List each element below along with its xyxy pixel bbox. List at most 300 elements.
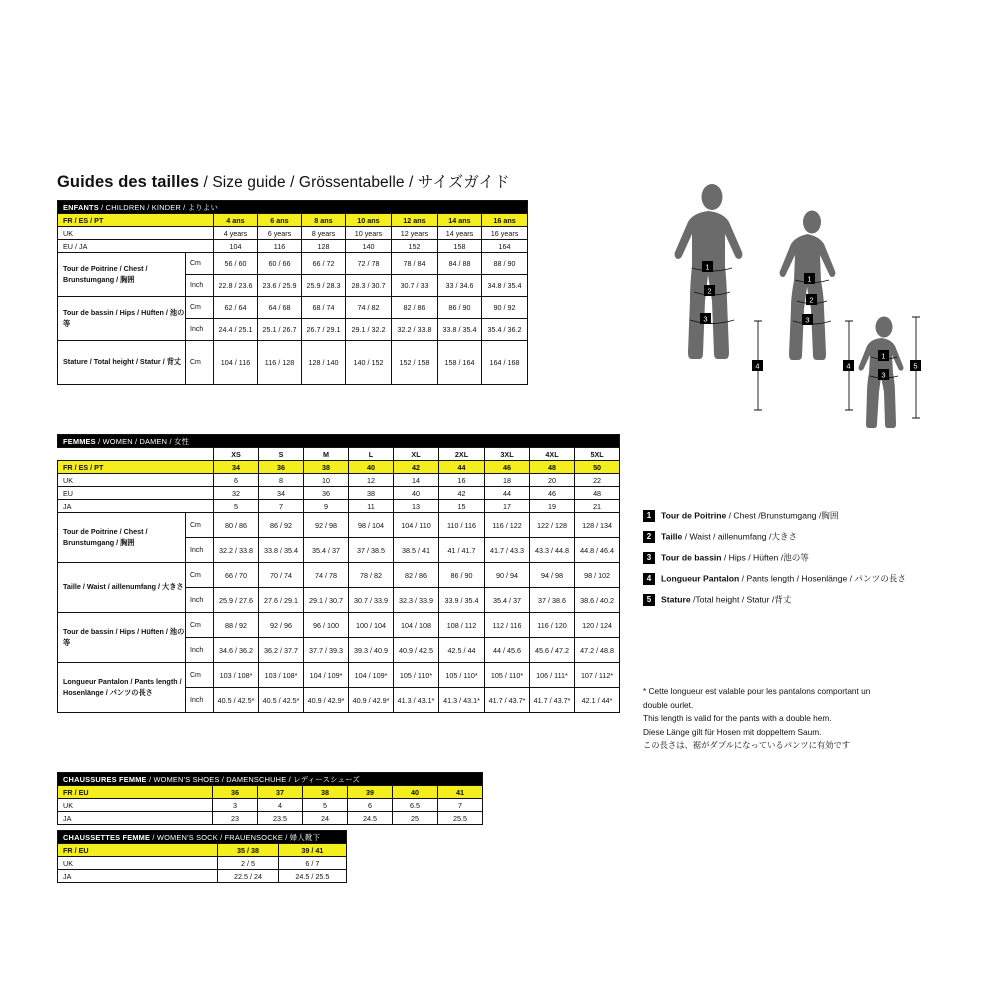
cell: 112 / 116 <box>485 613 530 638</box>
women-uk-label: UK <box>58 474 214 487</box>
cell: 164 / 168 <box>482 341 528 385</box>
cell: 16 <box>439 474 485 487</box>
table-row <box>58 240 528 253</box>
cell: 40 <box>349 461 394 474</box>
cell: 24.5 <box>348 812 393 825</box>
size-col: 2XL <box>439 448 485 461</box>
cell: 2 / 5 <box>218 857 279 870</box>
cell: 26.7 / 29.1 <box>302 319 346 341</box>
cell: 29.1 / 30.7 <box>304 588 349 613</box>
svg-text:1: 1 <box>705 262 710 272</box>
cell: 32.3 / 33.9 <box>394 588 439 613</box>
legend-list <box>643 505 906 610</box>
cell: 37 / 38.5 <box>349 538 394 563</box>
svg-text:3: 3 <box>805 315 810 325</box>
cell: 4 <box>258 799 303 812</box>
cell: 42 <box>439 487 485 500</box>
cell: 4 years <box>214 227 258 240</box>
size-col: XL <box>394 448 439 461</box>
cell: 24.5 / 25.5 <box>278 870 346 883</box>
cell: 107 / 112* <box>575 663 620 688</box>
cell: 98 / 104 <box>349 513 394 538</box>
cell: 82 / 86 <box>392 297 438 319</box>
cell: 104 / 109* <box>349 663 394 688</box>
cell: 36 <box>304 487 349 500</box>
cell: 37 <box>258 786 303 799</box>
cell: 6 years <box>258 227 302 240</box>
cell: 40.9 / 42.5 <box>394 638 439 663</box>
legend-translation: / Waist / aillenumfang /大きさ <box>682 531 798 542</box>
cell: 6 <box>214 474 259 487</box>
unit-inch: Inch <box>186 275 214 297</box>
unit-inch: Inch <box>186 538 214 563</box>
cell: 116 / 120 <box>530 613 575 638</box>
cell: 98 / 102 <box>575 563 620 588</box>
cell: 96 / 100 <box>304 613 349 638</box>
cell: 25.9 / 28.3 <box>302 275 346 297</box>
table-row <box>58 831 347 844</box>
cell: 104 / 116 <box>214 341 258 385</box>
women-pants-label: Longueur Pantalon / Pants length / Hosenlänge / パンツの長さ <box>58 663 186 713</box>
cell: 32.2 / 33.8 <box>214 538 259 563</box>
table-row <box>58 253 528 275</box>
cell: 48 <box>575 487 620 500</box>
cell: 92 / 96 <box>259 613 304 638</box>
svg-text:5: 5 <box>913 361 918 371</box>
cell: 104 / 110 <box>394 513 439 538</box>
cell: 40 <box>393 786 438 799</box>
page-title-rest: / Size guide / Grössentabelle / サイズガイド <box>199 174 510 191</box>
cell: 5 <box>214 500 259 513</box>
cell: 10 years <box>346 227 392 240</box>
legend-label: Taille <box>661 531 683 542</box>
socks-uk-label: UK <box>58 857 218 870</box>
cell: 88 / 90 <box>482 253 528 275</box>
cell: 19 <box>530 500 575 513</box>
cell: 28.3 / 30.7 <box>346 275 392 297</box>
cell: 40 <box>394 487 439 500</box>
women-waist-label: Taille / Waist / aillenumfang / 大きさ <box>58 563 186 613</box>
unit-cm: Cm <box>186 663 214 688</box>
cell: 11 <box>349 500 394 513</box>
cell: 66 / 72 <box>302 253 346 275</box>
cell: 105 / 110* <box>485 663 530 688</box>
cell: 47.2 / 48.8 <box>575 638 620 663</box>
cell: 10 ans <box>346 214 392 227</box>
children-hips-label: Tour de bassin / Hips / Hüften / 池の等 <box>58 297 186 341</box>
measurement-figures <box>640 180 970 450</box>
cell: 41.3 / 43.1* <box>394 688 439 713</box>
cell: 21 <box>575 500 620 513</box>
children-eu-label: EU / JA <box>58 240 214 253</box>
cell: 6 / 7 <box>278 857 346 870</box>
children-uk-label: UK <box>58 227 214 240</box>
cell: 106 / 111* <box>530 663 575 688</box>
cell: 30.7 / 33.9 <box>349 588 394 613</box>
svg-text:4: 4 <box>846 361 851 371</box>
cell: 17 <box>485 500 530 513</box>
cell: 34 <box>214 461 259 474</box>
cell: 8 ans <box>302 214 346 227</box>
women-ja-label: JA <box>58 500 214 513</box>
shoes-header-main: CHAUSSURES FEMME <box>63 774 147 784</box>
table-row <box>58 435 620 448</box>
legend-translation: /Total height / Statur /背丈 <box>690 594 792 605</box>
table-row <box>58 513 620 538</box>
unit-inch: Inch <box>186 688 214 713</box>
cell: 108 / 112 <box>439 613 485 638</box>
cell: 25.5 <box>438 812 483 825</box>
cell: 37.7 / 39.3 <box>304 638 349 663</box>
cell: 23 <box>213 812 258 825</box>
cell: 64 / 68 <box>258 297 302 319</box>
cell: 12 <box>349 474 394 487</box>
cell: 94 / 98 <box>530 563 575 588</box>
cell: 16 ans <box>482 214 528 227</box>
unit-cm: Cm <box>186 341 214 385</box>
cell: 103 / 108* <box>214 663 259 688</box>
size-col: M <box>304 448 349 461</box>
cell: 40.9 / 42.9* <box>304 688 349 713</box>
cell: 34.8 / 35.4 <box>482 275 528 297</box>
children-fr-label: FR / ES / PT <box>58 214 214 227</box>
shoes-header <box>58 773 483 786</box>
table-row <box>58 799 483 812</box>
table-row <box>58 201 528 214</box>
female-figure <box>780 211 836 361</box>
cell: 35.4 / 37 <box>304 538 349 563</box>
cell: 78 / 82 <box>349 563 394 588</box>
legend-number-icon: 1 <box>643 510 655 522</box>
cell: 6 ans <box>258 214 302 227</box>
legend-number-icon: 2 <box>643 531 655 543</box>
size-col: S <box>259 448 304 461</box>
cell: 20 <box>530 474 575 487</box>
socks-header <box>58 831 347 844</box>
women-header-main: FEMMES <box>63 436 96 446</box>
cell: 38 <box>304 461 349 474</box>
cell: 152 / 158 <box>392 341 438 385</box>
table-row <box>58 448 620 461</box>
cell: 74 / 82 <box>346 297 392 319</box>
svg-text:2: 2 <box>707 286 712 296</box>
table-row <box>58 487 620 500</box>
cell: 22.8 / 23.6 <box>214 275 258 297</box>
children-height-label: Stature / Total height / Statur / 背丈 <box>58 341 186 385</box>
legend-number-icon: 5 <box>643 594 655 606</box>
cell: 140 / 152 <box>346 341 392 385</box>
women-shoes-table <box>57 772 483 825</box>
cell: 104 / 108 <box>394 613 439 638</box>
cell: 140 <box>346 240 392 253</box>
cell: 46 <box>530 487 575 500</box>
cell: 122 / 128 <box>530 513 575 538</box>
women-size-table <box>57 434 620 713</box>
size-col: 3XL <box>485 448 530 461</box>
cell: 88 / 92 <box>214 613 259 638</box>
cell: 33.8 / 35.4 <box>438 319 482 341</box>
cell: 78 / 84 <box>392 253 438 275</box>
spacer <box>58 448 214 461</box>
legend-label: Tour de bassin <box>661 552 722 563</box>
cell: 30.7 / 33 <box>392 275 438 297</box>
cell: 152 <box>392 240 438 253</box>
table-row <box>58 474 620 487</box>
footnote-line: This length is valid for the pants with a double hem. <box>643 713 832 723</box>
legend-translation: / Hips / Hüften /池の等 <box>721 552 809 563</box>
cell: 90 / 92 <box>482 297 528 319</box>
cell: 23.6 / 25.9 <box>258 275 302 297</box>
cell: 25.1 / 26.7 <box>258 319 302 341</box>
cell: 13 <box>394 500 439 513</box>
page-title <box>57 170 510 192</box>
cell: 12 ans <box>392 214 438 227</box>
cell: 40.5 / 42.5* <box>259 688 304 713</box>
cell: 24 <box>303 812 348 825</box>
cell: 42.5 / 44 <box>439 638 485 663</box>
cell: 164 <box>482 240 528 253</box>
cell: 104 <box>214 240 258 253</box>
table-row <box>58 857 347 870</box>
legend-item <box>643 505 906 526</box>
cell: 41.7 / 43.7* <box>485 688 530 713</box>
cell: 68 / 74 <box>302 297 346 319</box>
cell: 6 <box>348 799 393 812</box>
cell: 110 / 116 <box>439 513 485 538</box>
children-size-table <box>57 200 528 385</box>
cell: 4 ans <box>214 214 258 227</box>
cell: 43.3 / 44.8 <box>530 538 575 563</box>
unit-inch: Inch <box>186 588 214 613</box>
cell: 128 / 134 <box>575 513 620 538</box>
cell: 24.4 / 25.1 <box>214 319 258 341</box>
cell: 34 <box>259 487 304 500</box>
cell: 44 <box>439 461 485 474</box>
unit-cm: Cm <box>186 513 214 538</box>
cell: 16 years <box>482 227 528 240</box>
footnote-line: この長さは、裾がダブルになっているパンツに有効です <box>643 740 851 750</box>
legend-item <box>643 547 906 568</box>
cell: 14 years <box>438 227 482 240</box>
socks-header-main: CHAUSSETTES FEMME <box>63 832 151 842</box>
cell: 18 <box>485 474 530 487</box>
cell: 41.7 / 43.7* <box>530 688 575 713</box>
cell: 90 / 94 <box>485 563 530 588</box>
cell: 72 / 78 <box>346 253 392 275</box>
cell: 40.9 / 42.9* <box>349 688 394 713</box>
table-row <box>58 870 347 883</box>
cell: 39 <box>348 786 393 799</box>
cell: 7 <box>438 799 483 812</box>
cell: 116 / 128 <box>258 341 302 385</box>
cell: 6.5 <box>393 799 438 812</box>
page-title-main: Guides des tailles <box>57 173 200 191</box>
size-col: 4XL <box>530 448 575 461</box>
children-header <box>58 201 528 214</box>
cell: 8 years <box>302 227 346 240</box>
cell: 82 / 86 <box>394 563 439 588</box>
cell: 128 / 140 <box>302 341 346 385</box>
cell: 86 / 90 <box>438 297 482 319</box>
table-row <box>58 227 528 240</box>
shoes-uk-label: UK <box>58 799 213 812</box>
cell: 104 / 109* <box>304 663 349 688</box>
svg-text:3: 3 <box>881 370 886 380</box>
table-row <box>58 812 483 825</box>
shoes-header-rest: / WOMEN'S SHOES / DAMENSCHUHE / レディースシューズ <box>146 774 360 784</box>
cell: 128 <box>302 240 346 253</box>
cell: 44 / 45.6 <box>485 638 530 663</box>
size-col: L <box>349 448 394 461</box>
cell: 8 <box>259 474 304 487</box>
size-col: 5XL <box>575 448 620 461</box>
women-socks-table <box>57 830 347 883</box>
cell: 23.5 <box>258 812 303 825</box>
shoes-ja-label: JA <box>58 812 213 825</box>
table-row <box>58 663 620 688</box>
socks-ja-label: JA <box>58 870 218 883</box>
size-col: XS <box>214 448 259 461</box>
unit-cm: Cm <box>186 563 214 588</box>
legend-number-icon: 3 <box>643 552 655 564</box>
cell: 158 / 164 <box>438 341 482 385</box>
cell: 7 <box>259 500 304 513</box>
children-chest-label: Tour de Poitrine / Chest / Brunstumgang / 胸囲 <box>58 253 186 297</box>
cell: 37 / 38.6 <box>530 588 575 613</box>
cell: 9 <box>304 500 349 513</box>
cell: 35 / 38 <box>218 844 279 857</box>
cell: 48 <box>530 461 575 474</box>
footnote-line: Diese Länge gilt für Hosen mit doppeltem Saum. <box>643 726 822 737</box>
women-header <box>58 435 620 448</box>
cell: 38.6 / 40.2 <box>575 588 620 613</box>
cell: 50 <box>575 461 620 474</box>
cell: 158 <box>438 240 482 253</box>
cell: 41.7 / 43.3 <box>485 538 530 563</box>
cell: 116 / 122 <box>485 513 530 538</box>
legend-item <box>643 589 906 610</box>
table-row <box>58 214 528 227</box>
cell: 86 / 92 <box>259 513 304 538</box>
footnote-line: double ourlet. <box>643 699 694 710</box>
table-row <box>58 786 483 799</box>
unit-inch: Inch <box>186 638 214 663</box>
socks-header-rest: / WOMEN'S SOCK / FRAUENSOCKE / 婦人靴下 <box>150 832 321 842</box>
unit-inch: Inch <box>186 319 214 341</box>
legend-translation: / Pants length / Hosenlänge / パンツの長さ <box>739 573 906 584</box>
table-row <box>58 500 620 513</box>
cell: 15 <box>439 500 485 513</box>
cell: 14 <box>394 474 439 487</box>
cell: 22 <box>575 474 620 487</box>
cell: 70 / 74 <box>259 563 304 588</box>
cell: 42.1 / 44* <box>575 688 620 713</box>
cell: 105 / 110* <box>439 663 485 688</box>
cell: 41 / 41.7 <box>439 538 485 563</box>
cell: 10 <box>304 474 349 487</box>
cell: 41.3 / 43.1* <box>439 688 485 713</box>
cell: 3 <box>213 799 258 812</box>
unit-cm: Cm <box>186 253 214 275</box>
cell: 14 ans <box>438 214 482 227</box>
cell: 36.2 / 37.7 <box>259 638 304 663</box>
cell: 62 / 64 <box>214 297 258 319</box>
cell: 32 <box>214 487 259 500</box>
cell: 38 <box>303 786 348 799</box>
svg-text:4: 4 <box>755 361 760 371</box>
women-chest-label: Tour de Poitrine / Chest / Brunstumgang / 胸囲 <box>58 513 186 563</box>
table-row <box>58 563 620 588</box>
cell: 36 <box>259 461 304 474</box>
cell: 39.3 / 40.9 <box>349 638 394 663</box>
cell: 56 / 60 <box>214 253 258 275</box>
legend-label: Stature <box>661 594 691 605</box>
cell: 40.5 / 42.5* <box>214 688 259 713</box>
svg-text:1: 1 <box>881 351 886 361</box>
table-row <box>58 461 620 474</box>
svg-text:2: 2 <box>809 295 814 305</box>
cell: 105 / 110* <box>394 663 439 688</box>
cell: 44.8 / 46.4 <box>575 538 620 563</box>
cell: 46 <box>485 461 530 474</box>
cell: 41 <box>438 786 483 799</box>
shoes-fr-label: FR / EU <box>58 786 213 799</box>
cell: 84 / 88 <box>438 253 482 275</box>
women-fr-label: FR / ES / PT <box>58 461 214 474</box>
cell: 38.5 / 41 <box>394 538 439 563</box>
children-header-main: ENFANTS <box>63 202 99 212</box>
unit-cm: Cm <box>186 297 214 319</box>
table-row <box>58 613 620 638</box>
unit-cm: Cm <box>186 613 214 638</box>
legend-item <box>643 568 906 589</box>
cell: 74 / 78 <box>304 563 349 588</box>
cell: 32.2 / 33.8 <box>392 319 438 341</box>
cell: 33.8 / 35.4 <box>259 538 304 563</box>
cell: 80 / 86 <box>214 513 259 538</box>
cell: 44 <box>485 487 530 500</box>
legend-number-icon: 4 <box>643 573 655 585</box>
cell: 100 / 104 <box>349 613 394 638</box>
women-hips-label: Tour de bassin / Hips / Hüften / 池の等 <box>58 613 186 663</box>
cell: 27.6 / 29.1 <box>259 588 304 613</box>
cell: 66 / 70 <box>214 563 259 588</box>
cell: 35.4 / 37 <box>485 588 530 613</box>
cell: 120 / 124 <box>575 613 620 638</box>
cell: 22.5 / 24 <box>218 870 279 883</box>
table-row <box>58 773 483 786</box>
women-eu-label: EU <box>58 487 214 500</box>
cell: 103 / 108* <box>259 663 304 688</box>
socks-fr-label: FR / EU <box>58 844 218 857</box>
cell: 92 / 98 <box>304 513 349 538</box>
cell: 36 <box>213 786 258 799</box>
cell: 33.9 / 35.4 <box>439 588 485 613</box>
children-header-rest: / CHILDREN / KINDER / よりよい <box>98 202 219 212</box>
cell: 45.6 / 47.2 <box>530 638 575 663</box>
legend-translation: / Chest /Brunstumgang /胸囲 <box>726 510 839 521</box>
legend-item <box>643 526 906 547</box>
cell: 39 / 41 <box>278 844 346 857</box>
cell: 34.6 / 36.2 <box>214 638 259 663</box>
svg-text:1: 1 <box>807 274 812 284</box>
legend-label: Longueur Pantalon <box>661 573 740 584</box>
cell: 60 / 66 <box>258 253 302 275</box>
footnote-line: * Cette longueur est valable pour les pantalons comportant un <box>643 686 871 696</box>
cell: 35.4 / 36.2 <box>482 319 528 341</box>
cell: 116 <box>258 240 302 253</box>
table-row <box>58 341 528 385</box>
